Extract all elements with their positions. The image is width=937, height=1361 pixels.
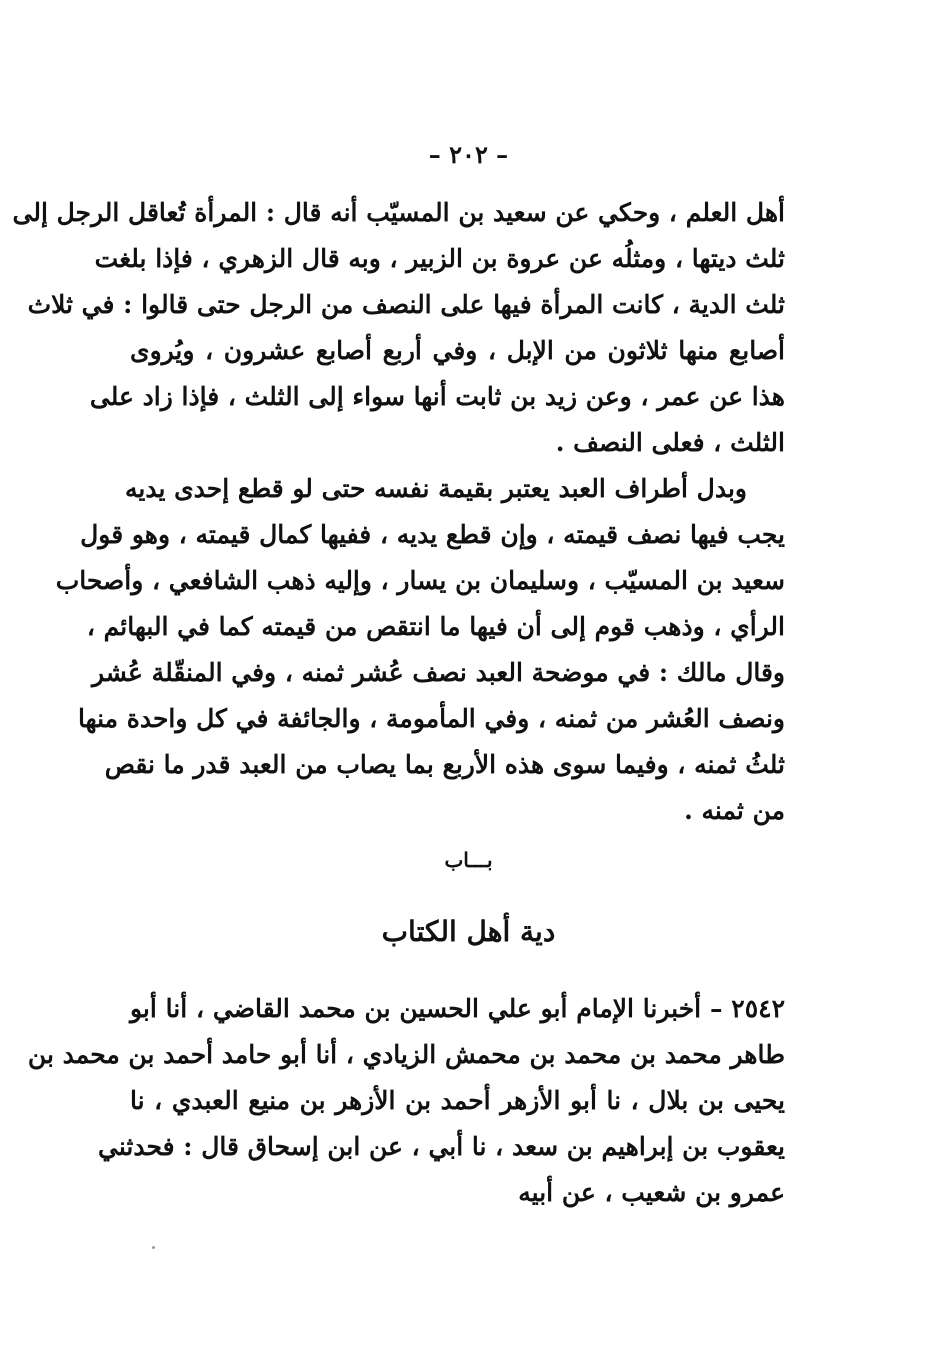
text-line: يحيى بن بلال ، نا أبو الأزهر أحمد بن الأزهر بن منيع العبدي ، نا [130,1086,785,1115]
text-line: أهل العلم ، وحكي عن سعيد بن المسيّب أنه قال : المرأة تُعاقل الرجل إلى [12,198,785,227]
paragraph-slave-limbs [55,466,785,834]
text-line: أصابع منها ثلاثون من الإبل ، وفي أربع أصابع عشرون ، ويُروى [130,336,785,365]
text-line: عمرو بن شعيب ، عن أبيه [518,1178,785,1207]
text-line: ثلث ديتها ، ومثلُه عن عروة بن الزبير ، وبه قال الزهري ، فإذا بلغت [94,244,785,273]
text-line: ٢٥٤٢ – أخبرنا الإمام أبو علي الحسين بن محمد القاضي ، أنا أبو [130,994,785,1023]
text-line: يجب فيها نصف قيمته ، وإن قطع يديه ، ففيها كمال قيمته ، وهو قول [80,520,785,549]
paragraph-hadith-2542 [27,986,785,1216]
scan-speck [152,1246,155,1249]
chapter-title: دية أهل الكتاب [381,915,556,948]
page-number: – ٢٠٢ – [428,140,509,169]
text-line: وبدل أطراف العبد يعتبر بقيمة نفسه حتى لو قطع إحدى يديه [124,474,747,503]
text-line: هذا عن عمر ، وعن زيد بن ثابت أنها سواء إلى الثلث ، فإذا زاد على [89,382,785,411]
text-line: ثلث الدية ، كانت المرأة فيها على النصف من الرجل حتى قالوا : في ثلاث [27,290,785,319]
text-line: يعقوب بن إبراهيم بن سعد ، نا أبي ، عن ابن إسحاق قال : فحدثني [98,1132,785,1161]
text-line: ونصف العُشر من ثمنه ، وفي المأمومة ، والجائفة في كل واحدة منها [77,704,785,733]
chapter-label: بـــاب [444,848,493,872]
text-line: من ثمنه . [684,796,785,825]
text-line: الثلث ، فعلى النصف . [555,428,785,457]
text-line: ثلثُ ثمنه ، وفيما سوى هذه الأربع بما يصاب من العبد قدر ما نقص [104,750,785,779]
text-line: سعيد بن المسيّب ، وسليمان بن يسار ، وإليه ذهب الشافعي ، وأصحاب [55,566,785,595]
text-line: وقال مالك : في موضحة العبد نصف عُشر ثمنه ، وفي المنقّلة عُشر [91,658,785,687]
text-line: الرأي ، وذهب قوم إلى أن فيها ما انتقص من قيمته كما في البهائم ، [86,612,785,641]
paragraph-women-blood-money [12,190,785,466]
text-line: طاهر محمد بن محمد بن محمش الزيادي ، أنا أبو حامد أحمد بن محمد بن [27,1040,785,1069]
